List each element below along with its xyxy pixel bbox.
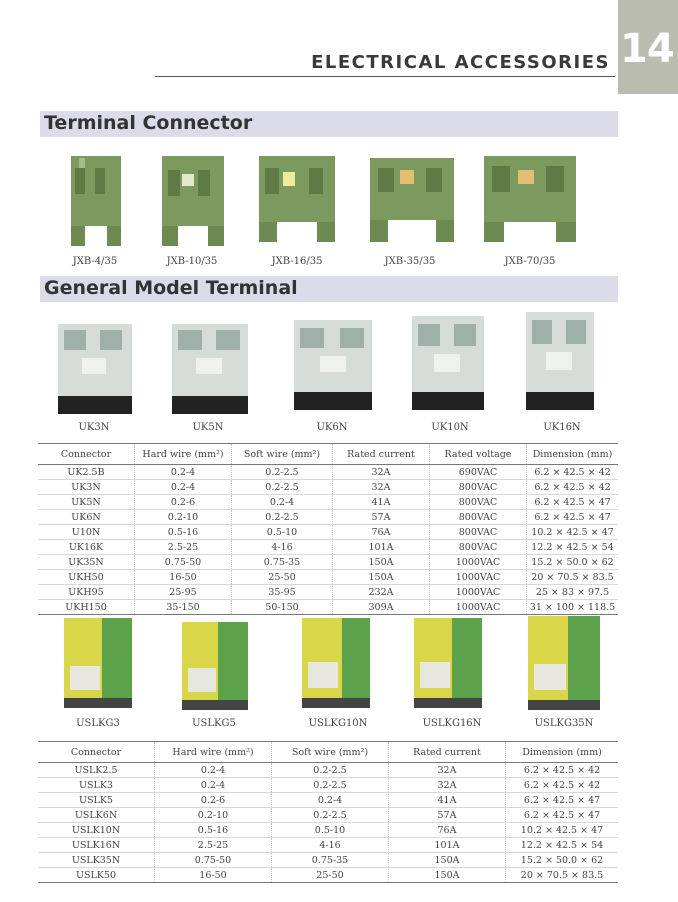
- header-line: [155, 76, 615, 77]
- column-header: Connector: [38, 444, 135, 465]
- table-cell: 800VAC: [430, 510, 527, 525]
- table-cell: 1000VAC: [430, 555, 527, 570]
- column-header: Rated voltage: [430, 444, 527, 465]
- table-cell: 32A: [389, 763, 506, 778]
- table-cell: UK35N: [38, 555, 135, 570]
- product-uk6n: [288, 314, 378, 433]
- table-header-row: [38, 444, 618, 465]
- product-jxb-35-35: [364, 152, 460, 267]
- table-cell: 0.2-2.5: [232, 480, 333, 495]
- table-cell: 0.5-16: [155, 823, 272, 838]
- table-cell: 0.2-2.5: [272, 778, 389, 793]
- table-cell: USLK10N: [38, 823, 155, 838]
- table-cell: 0.2-4: [155, 763, 272, 778]
- table-row: [38, 495, 618, 510]
- product-caption: JXB-35/35: [384, 256, 436, 267]
- table-cell: 25-95: [135, 585, 232, 600]
- product-jxb-16-35: [253, 150, 343, 267]
- column-header: Soft wire (mm²): [232, 444, 333, 465]
- table-cell: 800VAC: [430, 525, 527, 540]
- product-jxb-70-35: [480, 150, 580, 267]
- table-row: [38, 838, 618, 853]
- table-cell: 1000VAC: [430, 570, 527, 585]
- table-cell: 35-150: [135, 600, 232, 615]
- table-cell: UKH95: [38, 585, 135, 600]
- table-cell: 0.75-50: [135, 555, 232, 570]
- table-cell: 0.2-4: [232, 495, 333, 510]
- table-cell: USLK3: [38, 778, 155, 793]
- column-header: Connector: [38, 742, 155, 763]
- table-cell: 6.2 × 42.5 × 47: [527, 495, 619, 510]
- product-caption: UK5N: [192, 422, 224, 433]
- table-row: [38, 555, 618, 570]
- chapter-tab: [618, 0, 678, 94]
- table-cell: 15.2 × 50.0 × 62: [527, 555, 619, 570]
- section-bar-general-model: [40, 276, 618, 302]
- table-cell: 25 × 83 × 97.5: [527, 585, 619, 600]
- table-cell: 0.2-2.5: [272, 808, 389, 823]
- table-cell: 690VAC: [430, 465, 527, 480]
- table-cell: 12.2 × 42.5 × 54: [527, 540, 619, 555]
- table-cell: 16-50: [155, 868, 272, 883]
- table-cell: 50-150: [232, 600, 333, 615]
- product-caption: UK6N: [316, 422, 348, 433]
- table-cell: UK5N: [38, 495, 135, 510]
- table-cell: UK6N: [38, 510, 135, 525]
- table-cell: 1000VAC: [430, 585, 527, 600]
- table-cell: 0.5-16: [135, 525, 232, 540]
- table-row: [38, 465, 618, 480]
- uslk-spec-table: [38, 741, 618, 883]
- table-row: [38, 510, 618, 525]
- chapter-number: 14: [620, 26, 674, 72]
- product-caption: JXB-70/35: [504, 256, 556, 267]
- section-title: Terminal Connector: [44, 112, 253, 134]
- table-cell: UKH50: [38, 570, 135, 585]
- table-cell: USLK5: [38, 793, 155, 808]
- column-header: Soft wire (mm²): [272, 742, 389, 763]
- column-header: Rated current: [389, 742, 506, 763]
- uslk-terminal-image: [176, 616, 254, 714]
- uslk-terminal-image: [408, 612, 488, 712]
- column-header: Dimension (mm): [527, 444, 619, 465]
- table-cell: 32A: [389, 778, 506, 793]
- table-cell: 16-50: [135, 570, 232, 585]
- table-cell: UK2.5B: [38, 465, 135, 480]
- table-cell: UKH150: [38, 600, 135, 615]
- table-cell: 0.2-6: [155, 793, 272, 808]
- table-cell: 25-50: [232, 570, 333, 585]
- table-cell: 35-95: [232, 585, 333, 600]
- table-cell: 6.2 × 42.5 × 47: [506, 793, 619, 808]
- product-uslkg35n: [522, 610, 606, 729]
- table-row: [38, 763, 618, 778]
- jxb-terminal-image: [253, 150, 343, 246]
- table-cell: UK16K: [38, 540, 135, 555]
- table-cell: 800VAC: [430, 540, 527, 555]
- table-row: [38, 793, 618, 808]
- product-caption: USLKG35N: [534, 718, 594, 729]
- table-cell: UK3N: [38, 480, 135, 495]
- product-uslkg3: [58, 612, 138, 729]
- jxb-terminal-image: [364, 152, 460, 246]
- table-row: [38, 585, 618, 600]
- table-cell: 12.2 × 42.5 × 54: [506, 838, 619, 853]
- table-row: [38, 480, 618, 495]
- table-row: [38, 525, 618, 540]
- table-cell: 0.5-10: [232, 525, 333, 540]
- table-cell: 0.2-4: [135, 480, 232, 495]
- table-cell: 0.75-50: [155, 853, 272, 868]
- uslk-terminal-image: [296, 612, 376, 712]
- product-caption: JXB-10/35: [166, 256, 218, 267]
- table-cell: 800VAC: [430, 495, 527, 510]
- table-cell: 6.2 × 42.5 × 42: [506, 763, 619, 778]
- table-cell: 150A: [333, 555, 430, 570]
- column-header: Rated current: [333, 444, 430, 465]
- table-cell: U10N: [38, 525, 135, 540]
- table-row: [38, 868, 618, 883]
- uslk-terminal-image: [58, 612, 138, 712]
- product-uk3n: [52, 318, 136, 433]
- table-cell: 6.2 × 42.5 × 42: [527, 465, 619, 480]
- product-uk5n: [166, 318, 252, 433]
- product-uslkg16n: [408, 612, 488, 729]
- table-cell: 0.2-4: [272, 793, 389, 808]
- table-cell: 0.2-4: [155, 778, 272, 793]
- uk-terminal-image: [288, 314, 378, 414]
- table-cell: USLK35N: [38, 853, 155, 868]
- table-row: [38, 823, 618, 838]
- uk-spec-table: [38, 443, 618, 615]
- table-cell: 2.5-25: [135, 540, 232, 555]
- table-cell: 6.2 × 42.5 × 47: [506, 808, 619, 823]
- table-cell: 232A: [333, 585, 430, 600]
- table-cell: 150A: [389, 868, 506, 883]
- product-caption: USLKG5: [192, 718, 236, 729]
- table-cell: 309A: [333, 600, 430, 615]
- column-header: Hard wire (mm²): [155, 742, 272, 763]
- table-cell: USLK16N: [38, 838, 155, 853]
- table-cell: 15.2 × 50.0 × 62: [506, 853, 619, 868]
- product-uslkg5: [176, 616, 254, 729]
- table-row: [38, 540, 618, 555]
- table-cell: USLK6N: [38, 808, 155, 823]
- product-jxb-4-35: [55, 148, 135, 267]
- table-row: [38, 570, 618, 585]
- table-cell: 0.75-35: [232, 555, 333, 570]
- table-cell: 76A: [389, 823, 506, 838]
- product-uk10n: [406, 310, 490, 433]
- uk-terminal-image: [52, 318, 136, 418]
- table-cell: 10.2 × 42.5 × 47: [506, 823, 619, 838]
- table-cell: 32A: [333, 465, 430, 480]
- table-cell: 57A: [333, 510, 430, 525]
- table-row: [38, 808, 618, 823]
- table-cell: 76A: [333, 525, 430, 540]
- section-bar-terminal-connector: [40, 111, 618, 137]
- product-caption: UK3N: [78, 422, 110, 433]
- product-jxb-10-35: [152, 148, 232, 267]
- table-cell: 2.5-25: [155, 838, 272, 853]
- table-cell: 800VAC: [430, 480, 527, 495]
- table-cell: 25-50: [272, 868, 389, 883]
- table-cell: 0.2-10: [135, 510, 232, 525]
- uk-terminal-image: [166, 318, 252, 418]
- table-cell: 4-16: [232, 540, 333, 555]
- table-cell: 0.2-6: [135, 495, 232, 510]
- table-cell: 20 × 70.5 × 83.5: [527, 570, 619, 585]
- table-cell: 4-16: [272, 838, 389, 853]
- table-cell: 150A: [333, 570, 430, 585]
- product-caption: UK10N: [431, 422, 469, 433]
- product-caption: USLKG10N: [308, 718, 368, 729]
- table-cell: 31 × 100 × 118.5: [527, 600, 619, 615]
- table-cell: 0.5-10: [272, 823, 389, 838]
- table-cell: 1000VAC: [430, 600, 527, 615]
- product-caption: UK16N: [543, 422, 581, 433]
- table-cell: 150A: [389, 853, 506, 868]
- column-header: Hard wire (mm²): [135, 444, 232, 465]
- table-cell: USLK50: [38, 868, 155, 883]
- table-cell: 101A: [389, 838, 506, 853]
- section-title: General Model Terminal: [44, 277, 298, 299]
- table-cell: 0.2-2.5: [232, 465, 333, 480]
- product-caption: JXB-16/35: [271, 256, 323, 267]
- header-title: ELECTRICAL ACCESSORIES: [311, 52, 610, 73]
- table-cell: 0.2-2.5: [272, 763, 389, 778]
- uk-terminal-image: [520, 306, 600, 414]
- jxb-terminal-image: [480, 150, 580, 246]
- table-cell: 6.2 × 42.5 × 47: [527, 510, 619, 525]
- product-uslkg10n: [296, 612, 376, 729]
- table-cell: 0.2-10: [155, 808, 272, 823]
- table-cell: 6.2 × 42.5 × 42: [527, 480, 619, 495]
- product-caption: JXB-4/35: [72, 256, 118, 267]
- column-header: Dimension (mm): [506, 742, 619, 763]
- table-row: [38, 853, 618, 868]
- table-cell: 0.2-4: [135, 465, 232, 480]
- table-cell: 20 × 70.5 × 83.5: [506, 868, 619, 883]
- table-cell: 6.2 × 42.5 × 42: [506, 778, 619, 793]
- table-header-row: [38, 742, 618, 763]
- table-cell: 32A: [333, 480, 430, 495]
- jxb-terminal-image: [55, 148, 135, 248]
- table-cell: 101A: [333, 540, 430, 555]
- table-cell: 10.2 × 42.5 × 47: [527, 525, 619, 540]
- table-row: [38, 778, 618, 793]
- uslk-terminal-image: [522, 610, 606, 714]
- product-caption: USLKG3: [76, 718, 120, 729]
- product-uk16n: [520, 306, 600, 433]
- product-caption: USLKG16N: [422, 718, 482, 729]
- uk-terminal-image: [406, 310, 490, 414]
- table-cell: 41A: [389, 793, 506, 808]
- jxb-terminal-image: [152, 148, 232, 248]
- table-cell: 41A: [333, 495, 430, 510]
- table-cell: USLK2.5: [38, 763, 155, 778]
- table-cell: 57A: [389, 808, 506, 823]
- table-cell: 0.75-35: [272, 853, 389, 868]
- table-cell: 0.2-2.5: [232, 510, 333, 525]
